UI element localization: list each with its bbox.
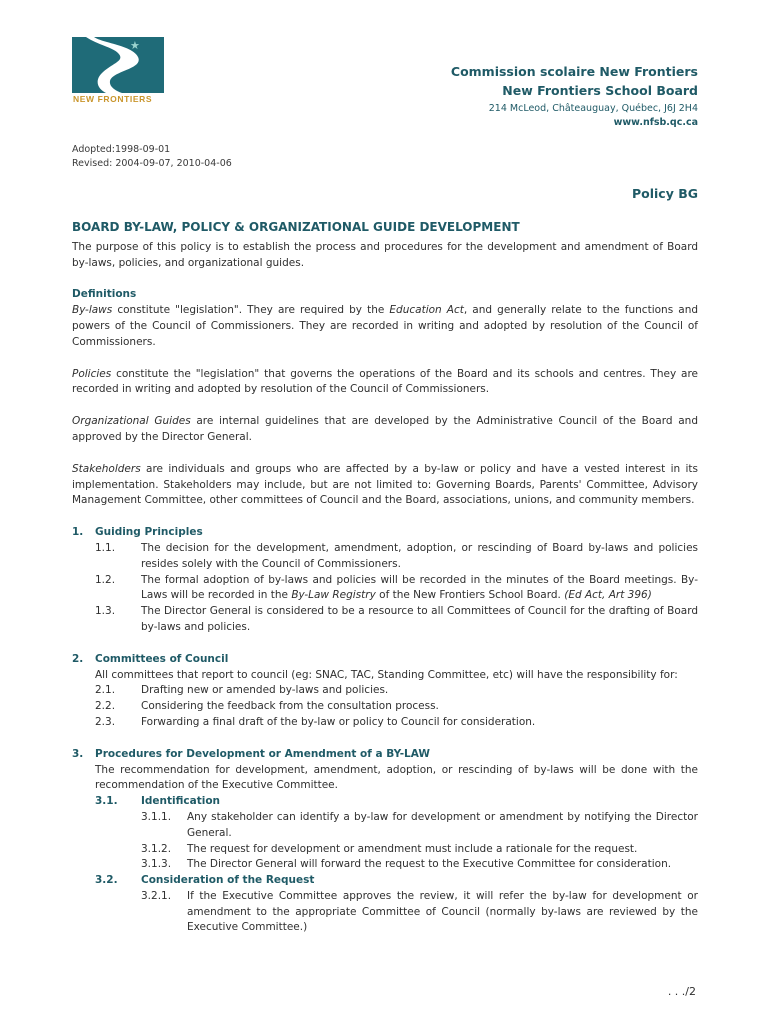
list-item — [95, 573, 698, 605]
item-number: 3.1.2. — [141, 842, 172, 855]
item-number: 1.2. — [95, 573, 116, 586]
subsection-identification — [95, 794, 698, 873]
item-number: 2.2. — [95, 700, 116, 713]
list-item — [95, 604, 698, 636]
board-header — [451, 62, 698, 130]
board-name-en: New Frontiers School Board — [502, 83, 698, 98]
logo-graphic — [72, 37, 164, 93]
subsection-number: 3.2. — [95, 874, 118, 887]
subsection-title: Consideration of the Request — [141, 874, 315, 887]
section-intro: The recommendation for development, amendment, adoption, or rescinding of by-laws will be done with the recommendation of the Executive Committee. — [95, 763, 698, 792]
item-text: Drafting new or amended by-laws and policies. — [141, 684, 389, 697]
list-item — [141, 889, 698, 936]
subsection-title: Identification — [141, 795, 221, 808]
item-number: 3.2.1. — [141, 889, 172, 902]
policy-dates — [72, 143, 232, 171]
section-number: 2. — [72, 652, 84, 665]
definition-bylaws — [72, 303, 698, 350]
item-number: 2.3. — [95, 715, 116, 728]
page-continuation-marker: . . ./2 — [667, 985, 696, 998]
policy-title: BOARD BY-LAW, POLICY & ORGANIZATIONAL GUIDE DEVELOPMENT — [72, 220, 520, 234]
policy-content — [72, 220, 698, 952]
board-name-fr: Commission scolaire New Frontiers — [450, 64, 698, 79]
item-number: 2.1. — [95, 684, 116, 697]
item-number: 3.1.3. — [141, 858, 172, 871]
item-number: 1.3. — [95, 605, 116, 618]
term-guides: Organizational Guides — [72, 415, 191, 428]
list-item — [141, 842, 698, 858]
definition-policies — [72, 367, 698, 399]
act-ref: (Ed Act, Art 396) — [564, 589, 652, 602]
adopted-date: Adopted:1998-09-01 — [72, 144, 171, 155]
item-text: If the Executive Committee approves the review, it will refer the by-law for development or amendment to the appropriate Committee of Council (normally by-laws are reviewed by the Executive Committee.) — [187, 889, 698, 934]
item-text: The request for development or amendment must include a rationale for the request. — [187, 842, 638, 855]
education-act-ref: Education Act — [389, 304, 464, 317]
item-number: 3.1.1. — [141, 810, 172, 823]
term-stakeholders: Stakeholders — [72, 462, 141, 475]
list-item — [95, 715, 698, 731]
item-text: The Director General is considered to be a resource to all Committees of Council for the drafting of Board by-laws and policies. — [141, 605, 698, 633]
list-item — [141, 857, 698, 873]
section-committees — [72, 652, 698, 731]
item-text: Forwarding a final draft of the by-law or policy to Council for consideration. — [141, 715, 536, 728]
item-text: The decision for the development, amendment, adoption, or rescinding of Board by-laws and policies resides solely with the Council of Commissioners. — [141, 541, 698, 570]
item-number: 1.1. — [95, 541, 116, 554]
definition-stakeholders-text: are individuals and groups who are affected by a by-law or policy and have a vested interest in its implementation. Stakeholders may include, but are not limited to: Governing Boards, Parents' Committee, Advisory Management Committee, other committees of Council and the Board, associations, unions, and community members. — [72, 462, 698, 507]
subsection-consideration — [95, 873, 698, 936]
item-text: Any stakeholder can identify a by-law for development or amendment by notifying the Director General. — [187, 810, 698, 839]
section-number: 3. — [72, 747, 84, 760]
logo-text: NEW FRONTIERS — [73, 94, 153, 104]
purpose-paragraph: The purpose of this policy is to establish the process and procedures for the development and amendment of Board by-laws, policies, and organizational guides. — [72, 240, 698, 269]
list-item — [141, 810, 698, 842]
list-item — [95, 541, 698, 573]
definition-guides — [72, 414, 698, 446]
definition-bylaws-text: constitute "legislation". They are required by the — [112, 304, 390, 317]
term-bylaws: By-laws — [72, 304, 113, 317]
definition-guides-text: are internal guidelines that are developed by the Administrative Council of the Board and approved by the Director General. — [72, 415, 698, 443]
section-title: Procedures for Development or Amendment of a BY-LAW — [95, 747, 430, 760]
term-policies: Policies — [72, 367, 112, 380]
section-guiding-principles — [72, 525, 698, 636]
item-text: Considering the feedback from the consultation process. — [141, 700, 439, 713]
item-text: The Director General will forward the request to the Executive Committee for consideration. — [187, 858, 672, 871]
definitions-heading: Definitions — [72, 288, 137, 301]
definition-stakeholders — [72, 462, 698, 509]
registry-ref: By-Law Registry — [291, 589, 376, 602]
subsection-number: 3.1. — [95, 795, 118, 808]
list-item — [95, 683, 698, 699]
school-board-logo — [72, 37, 168, 105]
section-title: Guiding Principles — [95, 526, 203, 539]
policy-label: Policy BG — [631, 186, 698, 201]
section-intro: All committees that report to council (eg: SNAC, TAC, Standing Committee, etc) will have the responsibility for: — [95, 668, 678, 681]
section-number: 1. — [72, 526, 84, 539]
board-website: www.nfsb.qc.ca — [613, 117, 698, 128]
definition-bylaws-text-2: , and generally relate to the functions and powers of the Council of Commissioners. They are recorded in writing and adopted by resolution of the Council of Commissioners. — [72, 304, 699, 348]
revised-date: Revised: 2004-09-07, 2010-04-06 — [72, 158, 232, 169]
section-title: Committees of Council — [95, 652, 229, 665]
definition-policies-text: constitute the "legislation" that governs the operations of the Board and its schools and centres. They are recorded in writing and adopted by resolution of the Council of Commissioners. — [72, 367, 698, 396]
item-text-2: of the New Frontiers School Board. — [375, 589, 565, 602]
list-item — [95, 699, 698, 715]
section-bylaw-procedures — [72, 747, 698, 937]
road-swoosh-icon — [72, 37, 164, 93]
item-text: The formal adoption of by-laws and policies will be recorded in the minutes of the Board meetings. By-Laws will be recorded in the — [141, 573, 698, 602]
star-icon: ★ — [130, 39, 140, 52]
board-address: 214 McLeod, Châteauguay, Québec, J6J 2H4 — [488, 103, 698, 114]
